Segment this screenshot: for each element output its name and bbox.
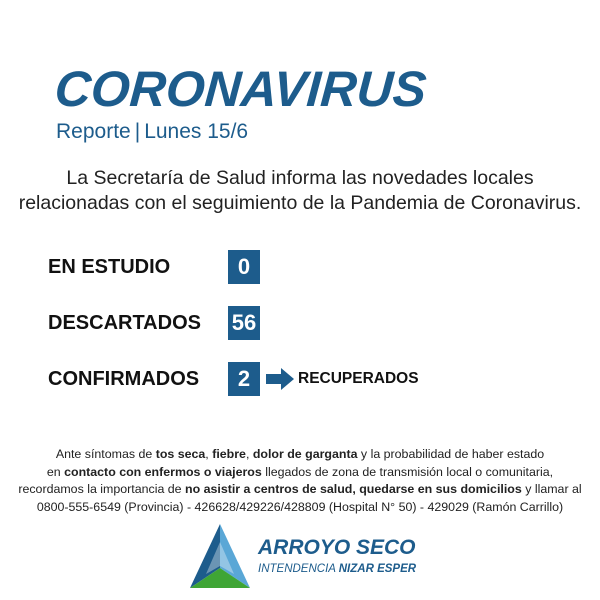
- logo-subtitle: INTENDENCIA NIZAR ESPER: [258, 563, 417, 575]
- stat-value-en-estudio: 0: [228, 250, 260, 284]
- report-subtitle: [56, 120, 248, 144]
- notice-line-3: recordamos la importancia de no asistir a centros de salud, quedarse en sus domicilios y llamar al: [18, 482, 582, 496]
- logo-name: ARROYO SECO: [258, 536, 416, 559]
- stat-label-en-estudio: EN ESTUDIO: [48, 255, 171, 278]
- stat-label-confirmados: CONFIRMADOS: [48, 367, 200, 390]
- subtitle-date: Lunes 15/6: [144, 120, 249, 143]
- stat-extra-recuperados: RECUPERADOS: [298, 370, 419, 387]
- notice-line-4: 0800-555-6549 (Provincia) - 426628/429226/428809 (Hospital N° 50) - 429029 (Ramón Carrillo): [36, 499, 564, 514]
- stat-row-descartados: [48, 305, 260, 341]
- stat-value-descartados: 56: [228, 306, 260, 340]
- stat-row-confirmados: [48, 361, 419, 397]
- notice-line-1: Ante síntomas de tos seca, fiebre, dolor de garganta y la probabilidad de haber estado: [55, 447, 545, 461]
- page-title: CORONAVIRUS: [53, 61, 429, 117]
- stat-label-descartados: DESCARTADOS: [48, 311, 201, 334]
- notice-line-2: en contacto con enfermos o viajeros llegados de zona de transmisión local o comunitaria,: [46, 464, 554, 479]
- stat-value-confirmados: 2: [228, 362, 260, 396]
- intro-line-1: La Secretaría de Salud informa las novedades locales: [66, 167, 534, 189]
- stat-row-en-estudio: [48, 249, 260, 285]
- intro-text: [0, 166, 600, 216]
- subtitle-separator: |: [134, 120, 141, 143]
- subtitle-report: Reporte: [56, 120, 131, 143]
- intro-line-2: relacionadas con el seguimiento de la Pandemia de Coronavirus.: [18, 192, 582, 214]
- health-notice: [0, 446, 600, 516]
- arrow-right-icon: [266, 368, 294, 390]
